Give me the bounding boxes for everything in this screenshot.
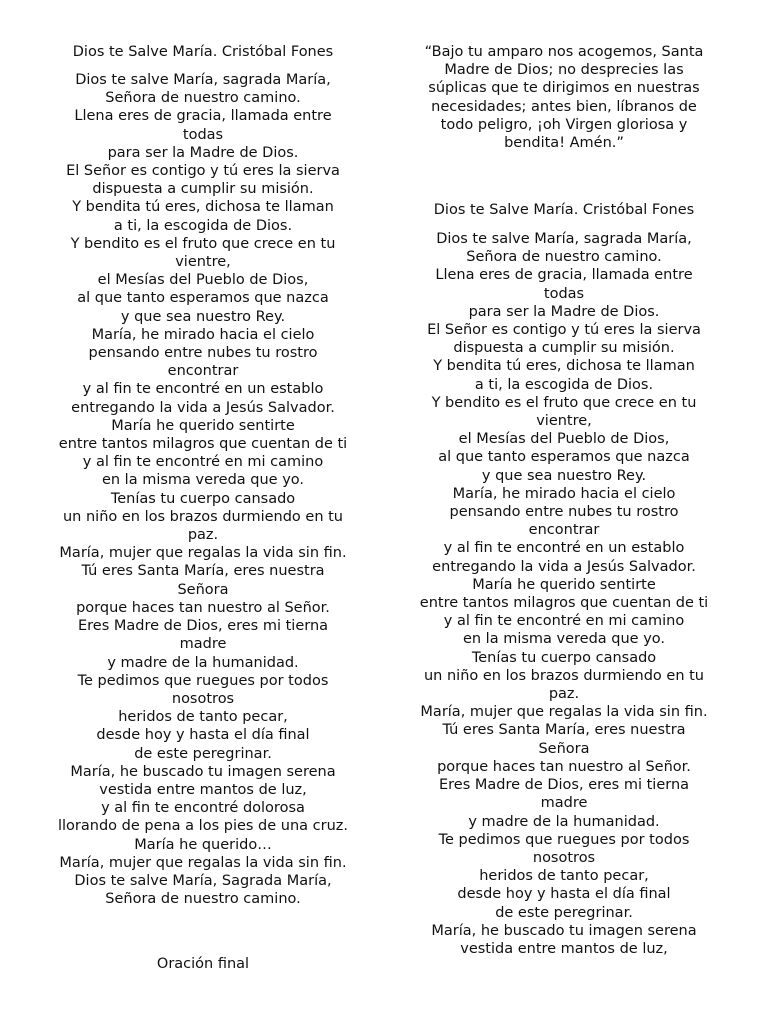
text-line: para ser la Madre de Dios. bbox=[107, 144, 299, 161]
text-line: María, mujer que regalas la vida sin fin. bbox=[420, 704, 708, 721]
song-lyrics bbox=[404, 230, 724, 958]
text-line: nosotros bbox=[532, 849, 596, 866]
text-line: María he querido sentirte bbox=[111, 417, 295, 434]
text-line: para ser la Madre de Dios. bbox=[468, 303, 660, 320]
text-line: y madre de la humanidad. bbox=[107, 654, 299, 671]
text-line: y al fin te encontré en un establo bbox=[443, 540, 685, 557]
text-line: Llena eres de gracia, llamada entre bbox=[74, 108, 332, 125]
text-line: dispuesta a cumplir su misión. bbox=[92, 181, 314, 198]
text-line: Señora bbox=[538, 740, 590, 757]
text-line: vestida entre mantos de luz, bbox=[99, 781, 307, 798]
text-line: María he querido… bbox=[134, 836, 272, 853]
text-line: madre bbox=[540, 795, 588, 812]
text-line: encontrar bbox=[167, 363, 239, 380]
text-line: necesidades; antes bien, líbranos de bbox=[431, 98, 697, 115]
text-line: encontrar bbox=[528, 522, 600, 539]
text-line: Y bendito es el fruto que crece en tu bbox=[431, 394, 697, 411]
text-line: en la misma vereda que yo. bbox=[101, 472, 305, 489]
text-line: porque haces tan nuestro al Señor. bbox=[76, 599, 330, 616]
text-line: Eres Madre de Dios, eres mi tierna bbox=[77, 618, 329, 635]
text-line: Señora bbox=[177, 581, 229, 598]
text-line: Eres Madre de Dios, eres mi tierna bbox=[438, 777, 690, 794]
text-line: y al fin te encontré en un establo bbox=[82, 381, 324, 398]
text-line: madre bbox=[179, 636, 227, 653]
text-line: y al fin te encontré en mi camino bbox=[443, 613, 685, 630]
text-line: Te pedimos que ruegues por todos bbox=[77, 672, 329, 689]
text-line: María, he buscado tu imagen serena bbox=[70, 763, 336, 780]
text-line: dispuesta a cumplir su misión. bbox=[453, 340, 675, 357]
text-line: entre tantos milagros que cuentan de ti bbox=[58, 436, 348, 453]
text-line: Dios te salve María, sagrada María, bbox=[436, 231, 692, 247]
prayer-text bbox=[404, 43, 724, 152]
text-line: “Bajo tu amparo nos acogemos, Santa bbox=[424, 44, 704, 60]
text-line: y al fin te encontré en mi camino bbox=[82, 454, 324, 471]
text-line: al que tanto esperamos que nazca bbox=[77, 290, 329, 307]
text-line: entregando la vida a Jesús Salvador. bbox=[71, 399, 335, 416]
text-line: heridos de tanto pecar, bbox=[118, 709, 288, 726]
text-line: María he querido sentirte bbox=[472, 576, 656, 593]
text-line: vientre, bbox=[536, 413, 592, 430]
text-line: todas bbox=[543, 285, 585, 302]
text-line: porque haces tan nuestro al Señor. bbox=[437, 758, 691, 775]
text-line: Tú eres Santa María, eres nuestra bbox=[442, 722, 686, 739]
text-line: Y bendita tú eres, dichosa te llaman bbox=[72, 199, 334, 216]
text-line: María, he buscado tu imagen serena bbox=[431, 922, 697, 939]
text-line: Señora de nuestro camino. bbox=[466, 249, 662, 266]
text-line: Llena eres de gracia, llamada entre bbox=[435, 267, 693, 284]
text-line: Señora de nuestro camino. bbox=[105, 891, 301, 908]
text-line: María, mujer que regalas la vida sin fin. bbox=[59, 545, 347, 562]
text-line: vestida entre mantos de luz, bbox=[460, 940, 668, 957]
text-line: y que sea nuestro Rey. bbox=[120, 308, 286, 325]
text-line: a ti, la escogida de Dios. bbox=[113, 217, 293, 234]
text-line: vientre, bbox=[175, 254, 231, 271]
text-line: y madre de la humanidad. bbox=[468, 813, 660, 830]
text-line: un niño en los brazos durmiendo en tu bbox=[62, 508, 343, 525]
text-line: todo peligro, ¡oh Virgen gloriosa y bbox=[440, 116, 688, 133]
text-line: paz. bbox=[548, 686, 580, 703]
text-line: Y bendita tú eres, dichosa te llaman bbox=[433, 358, 695, 375]
text-line: Te pedimos que ruegues por todos bbox=[438, 831, 690, 848]
text-line: todas bbox=[182, 126, 224, 143]
text-line: desde hoy y hasta el día final bbox=[96, 727, 310, 744]
song-lyrics bbox=[42, 71, 364, 908]
text-line: entregando la vida a Jesús Salvador. bbox=[432, 558, 696, 575]
text-line: El Señor es contigo y tú eres la sierva bbox=[66, 163, 340, 180]
text-line: pensando entre nubes tu rostro bbox=[88, 345, 318, 362]
text-line: de este peregrinar. bbox=[134, 745, 272, 762]
text-line: María, he mirado hacia el cielo bbox=[452, 485, 676, 502]
text-line: heridos de tanto pecar, bbox=[479, 868, 649, 885]
text-line: desde hoy y hasta el día final bbox=[457, 886, 671, 903]
text-line: Dios te salve María, Sagrada María, bbox=[74, 872, 332, 889]
text-line: de este peregrinar. bbox=[495, 904, 633, 921]
text-line: Tenías tu cuerpo cansado bbox=[110, 490, 296, 507]
text-line: María, mujer que regalas la vida sin fin. bbox=[59, 854, 347, 871]
text-line: al que tanto esperamos que nazca bbox=[438, 449, 690, 466]
text-line: a ti, la escogida de Dios. bbox=[474, 376, 654, 393]
text-line: Tú eres Santa María, eres nuestra bbox=[81, 563, 325, 580]
text-line: María, he mirado hacia el cielo bbox=[91, 326, 315, 343]
text-line: nosotros bbox=[171, 690, 235, 707]
text-line: Dios te salve María, sagrada María, bbox=[75, 72, 331, 88]
text-line: Y bendito es el fruto que crece en tu bbox=[70, 235, 336, 252]
text-line: Señora de nuestro camino. bbox=[105, 90, 301, 107]
text-line: paz. bbox=[187, 527, 219, 544]
text-line: en la misma vereda que yo. bbox=[462, 631, 666, 648]
text-line: pensando entre nubes tu rostro bbox=[449, 504, 679, 521]
text-line: y al fin te encontré dolorosa bbox=[101, 800, 305, 817]
text-line: un niño en los brazos durmiendo en tu bbox=[423, 667, 704, 684]
song-title: Dios te Salve María. Cristóbal Fones bbox=[72, 44, 334, 60]
song-title: Dios te Salve María. Cristóbal Fones bbox=[433, 202, 695, 218]
text-line: bendita! Amén.” bbox=[504, 135, 624, 152]
text-line: llorando de pena a los pies de una cruz. bbox=[57, 818, 349, 835]
final-prayer-heading: Oración final bbox=[156, 956, 250, 972]
text-line: el Mesías del Pueblo de Dios, bbox=[458, 431, 670, 448]
text-line: el Mesías del Pueblo de Dios, bbox=[97, 272, 309, 289]
text-line: Tenías tu cuerpo cansado bbox=[471, 649, 657, 666]
text-line: súplicas que te dirigimos en nuestras bbox=[428, 80, 700, 97]
text-line: entre tantos milagros que cuentan de ti bbox=[419, 595, 709, 612]
text-line: Madre de Dios; no desprecies las bbox=[444, 62, 684, 79]
text-line: El Señor es contigo y tú eres la sierva bbox=[427, 322, 701, 339]
text-line: y que sea nuestro Rey. bbox=[481, 467, 647, 484]
